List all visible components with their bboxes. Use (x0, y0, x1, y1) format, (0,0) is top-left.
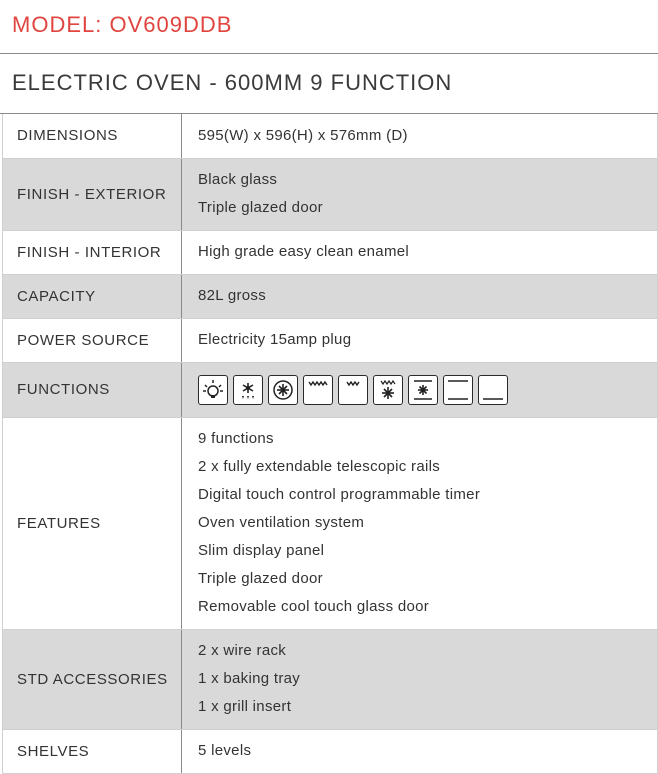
spec-value-line: Electricity 15amp plug (198, 331, 352, 348)
spec-label: FINISH - EXTERIOR (3, 158, 182, 230)
spec-value (182, 729, 658, 773)
accessory-item: 2 x wire rack (198, 642, 287, 659)
conventional-bake-icon (443, 375, 473, 405)
spec-value (182, 629, 658, 729)
function-icons (198, 375, 657, 405)
model-number: MODEL: OV609DDB (0, 0, 658, 54)
spec-label: FUNCTIONS (3, 362, 182, 417)
spec-value (182, 230, 658, 274)
spec-label: CAPACITY (3, 274, 182, 318)
feature-item: 2 x fully extendable telescopic rails (198, 458, 441, 475)
spec-row-capacity (3, 274, 658, 318)
specifications-table (2, 114, 658, 774)
spec-row-shelves (3, 729, 658, 773)
spec-value (182, 362, 658, 417)
accessory-item: 1 x baking tray (198, 670, 301, 687)
feature-item: Oven ventilation system (198, 514, 365, 531)
spec-value-line: High grade easy clean enamel (198, 243, 410, 260)
spec-row-finish-interior (3, 230, 658, 274)
feature-item: Slim display panel (198, 542, 325, 559)
bottom-heat-icon (478, 375, 508, 405)
fan-forced-icon (268, 375, 298, 405)
spec-label: POWER SOURCE (3, 318, 182, 362)
spec-value-line: 5 levels (198, 742, 252, 759)
spec-row-std-accessories (3, 629, 658, 729)
spec-row-features (3, 417, 658, 629)
feature-item: Triple glazed door (198, 570, 323, 587)
spec-label: FINISH - INTERIOR (3, 230, 182, 274)
product-title: ELECTRIC OVEN - 600MM 9 FUNCTION (0, 54, 658, 114)
spec-row-power-source (3, 318, 658, 362)
spec-value-line: 82L gross (198, 287, 267, 304)
accessory-item: 1 x grill insert (198, 698, 292, 715)
spec-value (182, 417, 658, 629)
spec-label: DIMENSIONS (3, 114, 182, 158)
feature-item: 9 functions (198, 430, 274, 447)
full-grill-icon (303, 375, 333, 405)
spec-value (182, 114, 658, 158)
fan-bake-icon (408, 375, 438, 405)
spec-label: STD ACCESSORIES (3, 629, 182, 729)
spec-label: SHELVES (3, 729, 182, 773)
spec-value (182, 158, 658, 230)
spec-value (182, 274, 658, 318)
spec-row-dimensions (3, 114, 658, 158)
spec-value-line: 595(W) x 596(H) x 576mm (D) (198, 126, 408, 144)
fan-defrost-icon (233, 375, 263, 405)
feature-item: Removable cool touch glass door (198, 598, 430, 615)
spec-row-functions (3, 362, 658, 417)
fan-grill-icon (373, 375, 403, 405)
spec-label: FEATURES (3, 417, 182, 629)
spec-value-line: Black glass (198, 171, 278, 188)
spec-value (182, 318, 658, 362)
half-grill-icon (338, 375, 368, 405)
spec-value-line: Triple glazed door (198, 199, 323, 216)
oven-light-icon (198, 375, 228, 405)
feature-item: Digital touch control programmable timer (198, 486, 481, 503)
spec-row-finish-exterior (3, 158, 658, 230)
